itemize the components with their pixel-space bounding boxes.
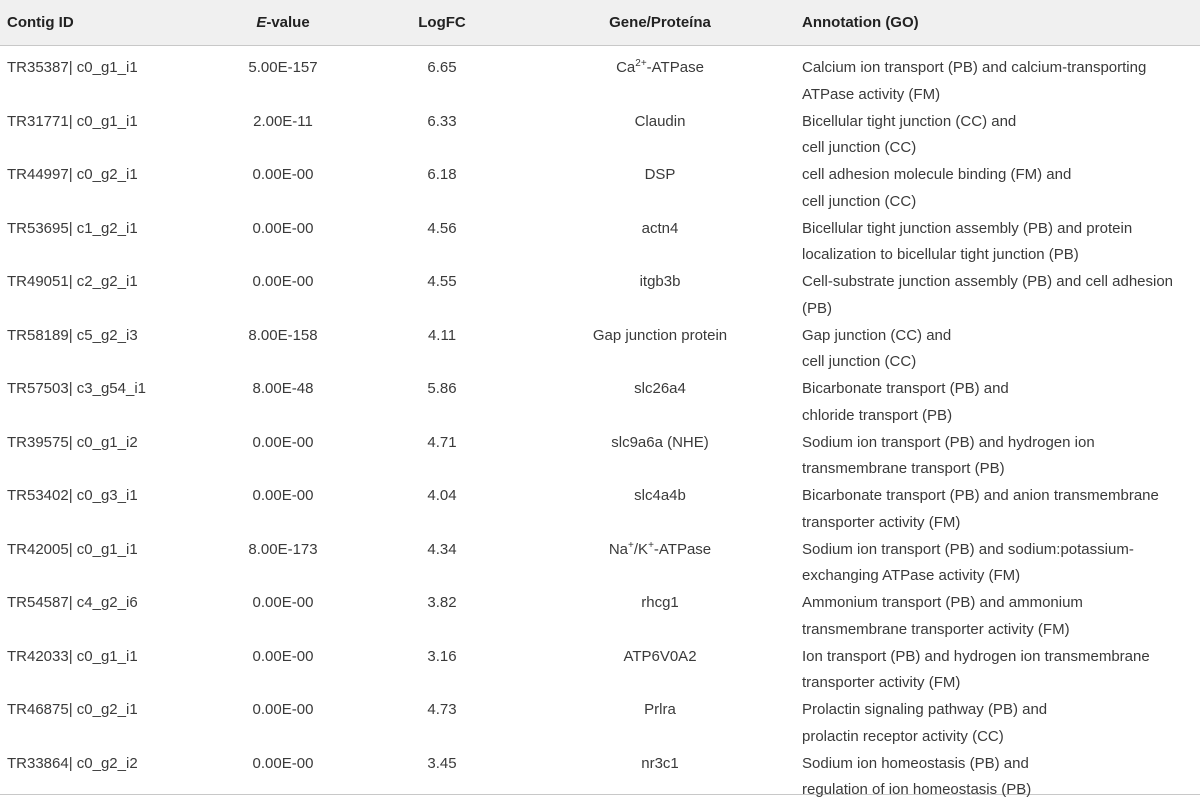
e-value-cell: 0.00E-00: [252, 166, 314, 183]
gene-text-a: actn4: [641, 219, 679, 237]
table-row: [0, 635, 1200, 689]
annotation-line-1: Prolactin signaling pathway (PB) and: [802, 701, 1048, 718]
annotation-line-2: exchanging ATPase activity (FM): [802, 567, 1021, 584]
contig-id-cell: TR42005| c0_g1_i1: [7, 540, 138, 558]
logfc-cell: 4.71: [427, 433, 457, 451]
gene-text-a: Ca: [616, 59, 636, 76]
annotation-line-1: Sodium ion homeostasis (PB) and: [802, 754, 1029, 772]
header-e-value-suffix: -value: [266, 14, 310, 31]
gene-cell: [530, 216, 790, 243]
annotation-line-2: transporter activity (FM): [802, 674, 961, 691]
annotation-line-1: Ion transport (PB) and hydrogen ion transmembrane: [802, 647, 1150, 665]
table-row: [0, 46, 1200, 103]
gene-text-a: Claudin: [634, 112, 686, 130]
gene-cell: [530, 109, 790, 136]
e-value-cell: 0.00E-00: [252, 647, 314, 665]
gene-cell: [530, 162, 790, 189]
logfc-cell: 3.45: [427, 754, 457, 772]
contig-id-cell: TR39575| c0_g1_i2: [7, 433, 138, 451]
table-row: [0, 153, 1200, 210]
table-row: [0, 207, 1200, 261]
gene-text-b: -ATPase: [646, 59, 704, 76]
table-row: [0, 581, 1200, 638]
annotation-line-1: Gap junction (CC) and: [802, 326, 952, 344]
table-row: [0, 474, 1200, 531]
logfc-cell: 4.11: [427, 326, 457, 344]
header-e-value: [208, 0, 358, 46]
contig-id-cell: TR58189| c5_g2_i3: [7, 326, 138, 344]
e-value-cell: 5.00E-157: [248, 59, 318, 76]
e-value-cell: 8.00E-158: [248, 326, 318, 344]
gene-cell: [530, 323, 790, 350]
table-row: [0, 688, 1200, 745]
e-value-cell: 0.00E-00: [252, 433, 314, 451]
e-value-cell: 0.00E-00: [252, 754, 314, 772]
gene-cell: [530, 644, 790, 671]
table-row: [0, 367, 1200, 424]
contig-id-cell: TR53402| c0_g3_i1: [7, 487, 138, 504]
contig-id-cell: TR54587| c4_g2_i6: [7, 594, 138, 611]
annotation-line-2: localization to bicellular tight junction (PB): [802, 246, 1079, 263]
header-gene: Gene/Proteína: [609, 14, 711, 31]
gene-text-a: Na: [608, 540, 629, 558]
header-e-value-prefix: E: [256, 14, 267, 31]
annotation-line-1: Sodium ion transport (PB) and hydrogen ion: [802, 433, 1095, 451]
annotation-line-2: cell junction (CC): [802, 192, 917, 210]
e-value-cell: 0.00E-00: [252, 701, 314, 718]
table-row: [0, 314, 1200, 368]
annotation-line-2: transmembrane transporter activity (FM): [802, 620, 1070, 638]
logfc-cell: 3.82: [427, 594, 457, 611]
table-row: [0, 100, 1200, 154]
gene-text-a: DSP: [644, 166, 676, 183]
e-value-cell: 0.00E-00: [252, 594, 314, 611]
header-contig-id: Contig ID: [7, 14, 74, 31]
gene-cell: [530, 751, 790, 778]
gene-sup-2: +: [648, 539, 654, 551]
e-value-cell: 0.00E-00: [252, 487, 314, 504]
gene-text-b: /K: [633, 540, 649, 558]
gene-cell: [530, 537, 790, 564]
logfc-cell: 6.65: [427, 59, 457, 76]
gene-text-a: slc9a6a (NHE): [611, 433, 709, 451]
gene-cell: [530, 697, 790, 724]
annotation-line-2: chloride transport (PB): [802, 406, 953, 424]
table-row: [0, 260, 1200, 317]
logfc-cell: 4.73: [427, 701, 457, 718]
gene-cell: [530, 55, 790, 82]
annotation-line-2: cell junction (CC): [802, 139, 917, 156]
annotation-line-2: transmembrane transport (PB): [802, 460, 1005, 477]
table-body: [0, 46, 1200, 798]
e-value-cell: 0.00E-00: [252, 219, 314, 237]
table-row: [0, 421, 1200, 475]
e-value-cell: 8.00E-48: [252, 380, 314, 397]
gene-text-a: itgb3b: [639, 273, 681, 290]
logfc-cell: 6.33: [427, 112, 457, 130]
logfc-cell: 4.04: [427, 487, 457, 504]
logfc-cell: 4.56: [427, 219, 457, 237]
contig-id-cell: TR44997| c0_g2_i1: [7, 166, 138, 183]
contig-id-cell: TR46875| c0_g2_i1: [7, 701, 138, 718]
e-value-cell: 2.00E-11: [253, 112, 313, 130]
logfc-cell: 6.18: [427, 166, 457, 183]
gene-cell: [530, 590, 790, 617]
e-value-cell: 0.00E-00: [252, 273, 314, 290]
annotation-line-1: Bicellular tight junction (CC) and: [802, 112, 1017, 130]
contig-id-cell: TR31771| c0_g1_i1: [7, 112, 138, 130]
contig-id-cell: TR53695| c1_g2_i1: [7, 219, 138, 237]
annotation-line-2: prolactin receptor activity (CC): [802, 727, 1004, 745]
e-value-cell: 8.00E-173: [248, 540, 318, 558]
gene-text-a: Prlra: [644, 701, 676, 718]
gene-cell: [530, 376, 790, 403]
gene-cell: [530, 269, 790, 296]
annotation-line-2: cell junction (CC): [802, 353, 917, 370]
table-row: [0, 528, 1200, 582]
header-logfc: LogFC: [418, 14, 466, 31]
header-annotation: Annotation (GO): [802, 14, 919, 31]
annotation-line-1: Bicellular tight junction assembly (PB) and protein: [802, 219, 1133, 237]
logfc-cell: 5.86: [427, 380, 457, 397]
annotation-line-2: ATPase activity (FM): [802, 85, 941, 103]
gene-sup-1: +: [628, 539, 634, 551]
gene-text-a: slc4a4b: [634, 487, 686, 504]
logfc-cell: 4.34: [427, 540, 457, 558]
annotation-line-2: transporter activity (FM): [802, 513, 961, 531]
gene-text-c: -ATPase: [653, 540, 712, 558]
contig-id-cell: TR33864| c0_g2_i2: [7, 754, 138, 772]
contig-id-cell: TR49051| c2_g2_i1: [7, 273, 138, 290]
annotation-line-2: (PB): [802, 299, 832, 317]
annotation-line-1: Sodium ion transport (PB) and sodium:potassium-: [802, 540, 1134, 558]
gene-text-a: ATP6V0A2: [623, 647, 697, 665]
gene-text-a: nr3c1: [641, 754, 679, 772]
table-header: [0, 0, 1200, 46]
annotation-line-1: cell adhesion molecule binding (FM) and: [802, 166, 1072, 183]
gene-text-a: Gap junction protein: [592, 326, 728, 344]
gene-cell: [530, 483, 790, 510]
annotation-line-1: Cell-substrate junction assembly (PB) and cell adhesion: [802, 273, 1174, 290]
logfc-cell: 4.55: [427, 273, 457, 290]
gene-sup-1: 2+: [635, 58, 647, 69]
annotation-cell: [802, 751, 1198, 804]
contig-id-cell: TR57503| c3_g54_i1: [7, 380, 146, 397]
gene-text-a: slc26a4: [634, 380, 686, 397]
gene-text-a: rhcg1: [641, 594, 679, 611]
annotation-line-1: Ammonium transport (PB) and ammonium: [802, 594, 1083, 611]
contig-id-cell: TR35387| c0_g1_i1: [7, 59, 138, 76]
annotation-line-1: Calcium ion transport (PB) and calcium-transporting: [802, 59, 1147, 76]
logfc-cell: 3.16: [427, 647, 457, 665]
annotation-line-1: Bicarbonate transport (PB) and anion transmembrane: [802, 487, 1159, 504]
annotation-line-1: Bicarbonate transport (PB) and: [802, 380, 1009, 397]
table-row: [0, 742, 1200, 796]
annotation-line-2: regulation of ion homeostasis (PB): [802, 781, 1032, 798]
contig-id-cell: TR42033| c0_g1_i1: [7, 647, 138, 665]
gene-cell: [530, 430, 790, 457]
